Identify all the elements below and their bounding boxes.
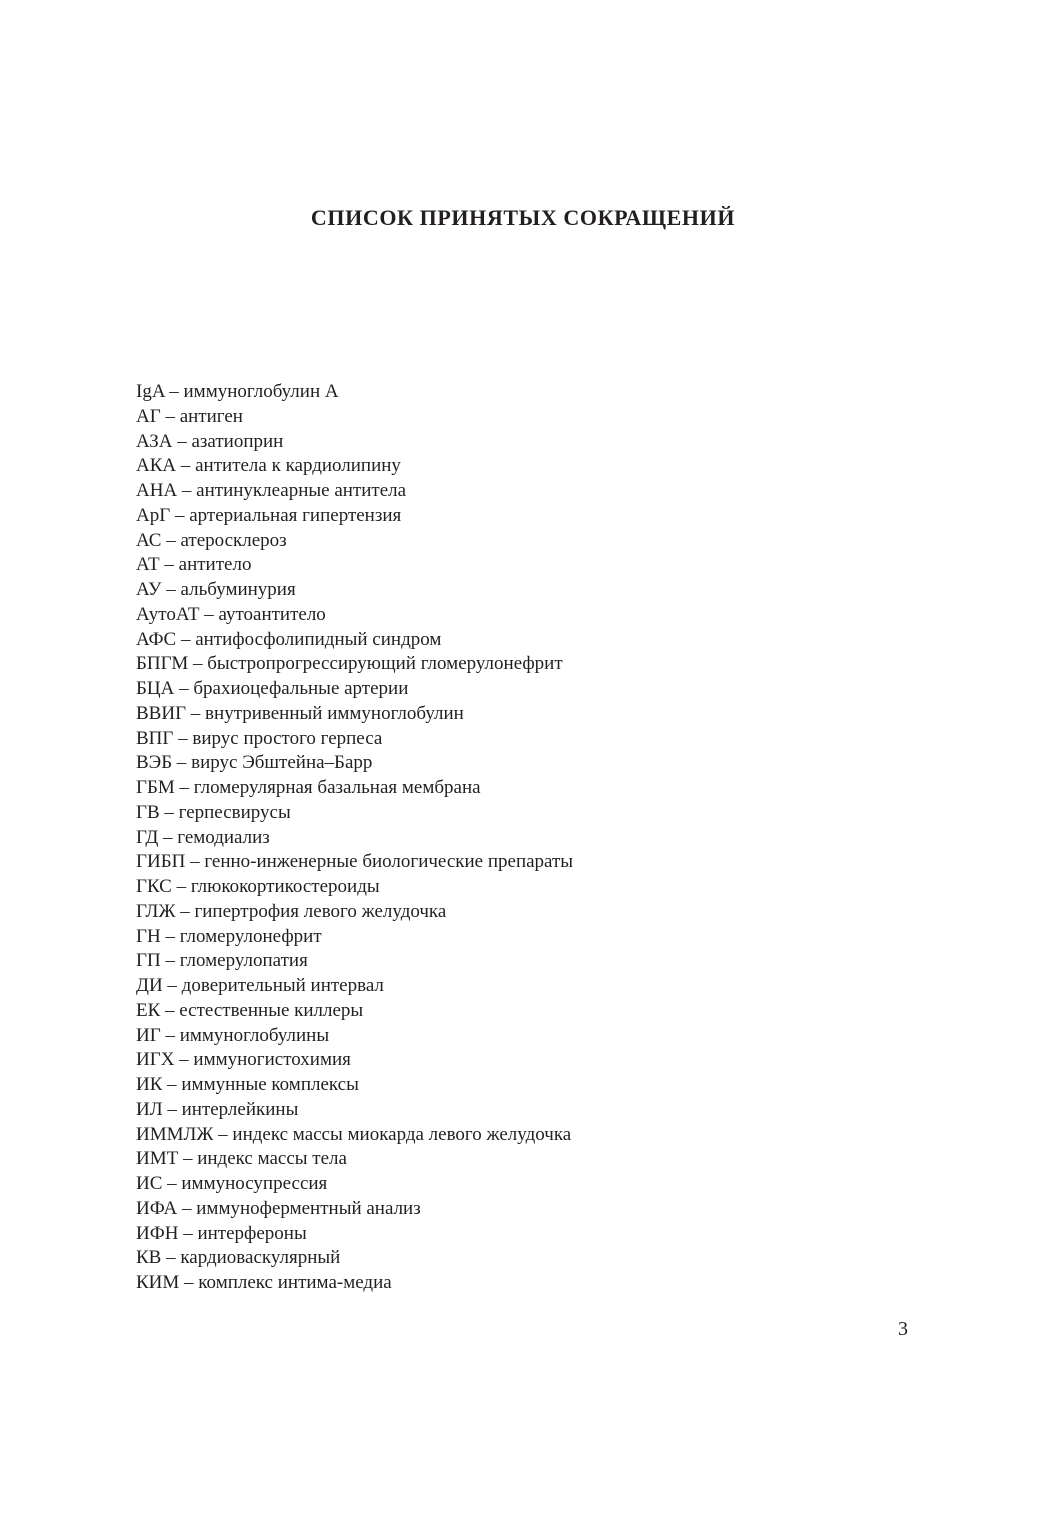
page-number: 3 <box>898 1318 908 1340</box>
list-item: ДИ – доверительный интервал <box>136 975 384 996</box>
list-item: АКА – антитела к кардиолипину <box>136 455 401 477</box>
list-item: ГЛЖ – гипертрофия левого желудочка <box>136 900 447 922</box>
list-item: БЦА – брахиоцефальные артерии <box>136 678 409 699</box>
list-item: ГД – гемодиализ <box>136 826 270 848</box>
list-item: ВВИГ – внутривенный иммуноглобулин <box>136 702 464 724</box>
list-item: ВПГ – вирус простого герпеса <box>136 727 383 749</box>
page-title: СПИСОК ПРИНЯТЫХ СОКРАЩЕНИЙ <box>310 205 736 230</box>
list-item: ИМТ – индекс массы тела <box>136 1148 347 1170</box>
list-item: АНА – антинуклеарные антитела <box>136 480 407 501</box>
list-item: ГИБП – генно-инженерные биологические препараты <box>136 851 574 873</box>
list-item: IgA – иммуноглобулин А <box>136 381 339 402</box>
list-item: ИК – иммунные комплексы <box>136 1074 359 1095</box>
list-item: ВЭБ – вирус Эбштейна–Барр <box>136 752 373 774</box>
list-item: АТ – антитело <box>136 554 252 576</box>
list-item: ИФА – иммуноферментный анализ <box>136 1197 421 1219</box>
list-item: ИММЛЖ – индекс массы миокарда левого желудочка <box>136 1123 572 1145</box>
list-item: ЕК – естественные киллеры <box>136 999 364 1021</box>
list-item: ГН – гломерулонефрит <box>136 925 322 947</box>
list-item: ГП – гломерулопатия <box>136 950 308 972</box>
list-item: АС – атеросклероз <box>136 529 287 551</box>
list-item: ГБМ – гломерулярная базальная мембрана <box>136 777 481 798</box>
list-item: АГ – антиген <box>136 405 243 427</box>
list-item: АрГ – артериальная гипертензия <box>136 504 402 526</box>
list-item: ИС – иммуносупрессия <box>136 1173 328 1194</box>
list-item: КВ – кардиоваскулярный <box>136 1247 341 1269</box>
list-item: ГВ – герпесвирусы <box>136 801 291 823</box>
list-item: ИГ – иммуноглобулины <box>136 1024 330 1046</box>
list-item: АУ – альбуминурия <box>136 579 296 600</box>
list-item: БПГМ – быстропрогрессирующий гломерулонефрит <box>136 653 563 675</box>
abbreviation-list <box>136 380 896 1296</box>
list-item: ИЛ – интерлейкины <box>136 1098 299 1120</box>
list-item: ИГХ – иммуногистохимия <box>136 1049 351 1071</box>
list-item: АЗА – азатиоприн <box>136 430 284 452</box>
list-item: КИМ – комплекс интима-медиа <box>136 1272 392 1293</box>
list-item: АФС – антифосфолипидный синдром <box>136 628 442 650</box>
list-item: АутоАТ – аутоантитело <box>136 603 326 625</box>
list-item: ИФН – интерфероны <box>136 1222 307 1244</box>
list-item: ГКС – глюкокортикостероиды <box>136 876 380 897</box>
